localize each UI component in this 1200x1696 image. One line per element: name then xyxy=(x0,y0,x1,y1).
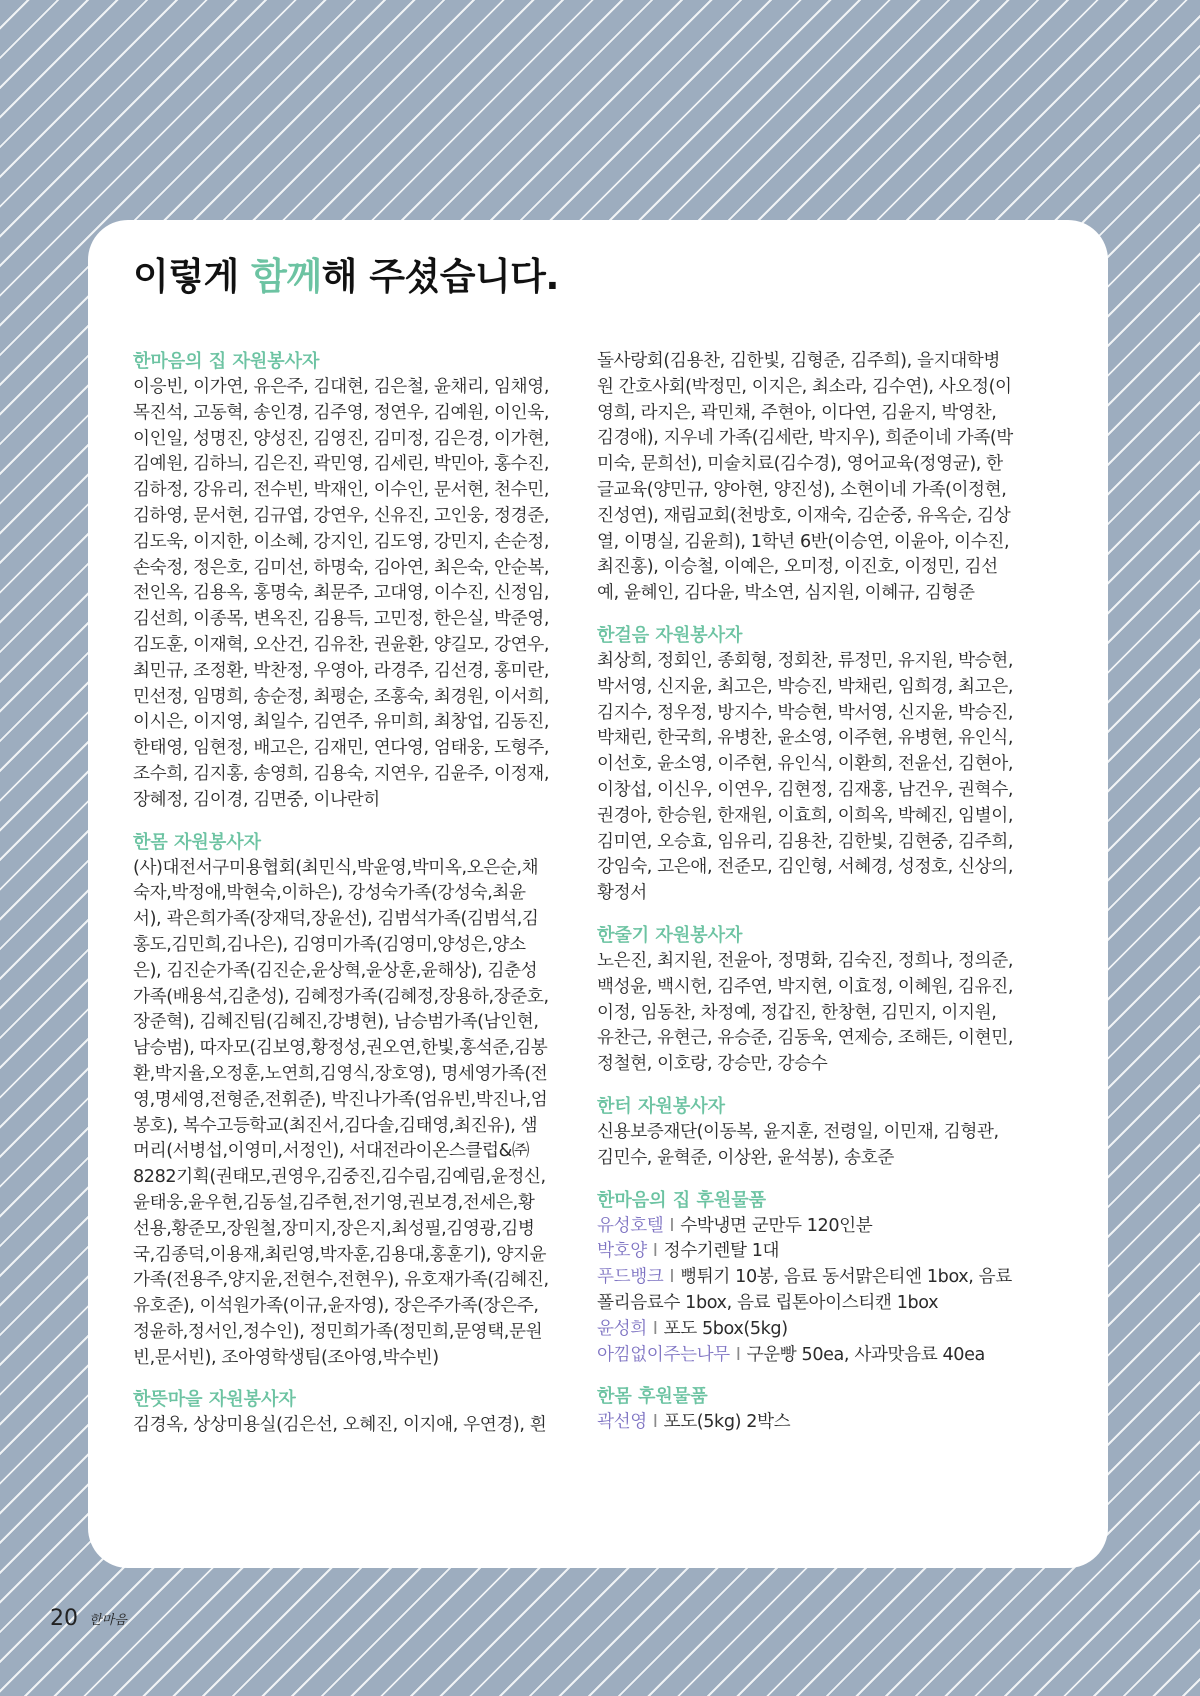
donor-name: 곽선영 xyxy=(597,1412,647,1433)
name-list-line: 은), 김진순가족(김진순,윤상혁,윤상훈,윤해상), 김춘성 xyxy=(133,960,538,981)
name-list-line: 손숙정, 정은호, 김미선, 하명숙, 김아연, 최은숙, 안순복, xyxy=(133,557,550,578)
donor-name: 박호양 xyxy=(597,1241,647,1262)
section-heading: 한터 자원봉사자 xyxy=(597,1095,725,1117)
name-list-line: 최민규, 조정환, 박찬정, 우영아, 라경주, 김선경, 홍미란, xyxy=(133,660,550,681)
separator: I xyxy=(669,1267,675,1288)
name-list-line: 전인옥, 김용옥, 홍명숙, 최문주, 고대영, 이수진, 신정임, xyxy=(133,583,550,604)
page-footer xyxy=(50,1606,127,1631)
name-list-line: 권경아, 한승원, 한재원, 이효희, 이희옥, 박혜진, 임별이, xyxy=(597,805,1014,826)
donation-detail: 정수기렌탈 1대 xyxy=(663,1241,780,1262)
volunteer-section xyxy=(133,830,563,1372)
name-list-line: 강임숙, 고은애, 전준모, 김인형, 서혜경, 성정호, 신상의, xyxy=(597,857,1014,878)
left-column xyxy=(133,349,563,1455)
name-list-line: 백성윤, 백시헌, 김주연, 박지현, 이효정, 이혜원, 김유진, xyxy=(597,976,1014,997)
separator: I xyxy=(735,1344,741,1365)
name-list-line: 김하정, 강유리, 전수빈, 박재인, 이수인, 문서현, 천수민, xyxy=(133,480,550,501)
name-list-line: 김도욱, 이지한, 이소혜, 강지인, 김도영, 강민지, 손순정, xyxy=(133,531,550,552)
name-list-line: 글교육(양민규, 양아현, 양진성), 소현이네 가족(이정현, xyxy=(597,479,1007,500)
donation-item xyxy=(597,1317,1077,1343)
name-list-line: 진성연), 재림교회(천방호, 이재숙, 김순중, 유옥순, 김상 xyxy=(597,505,1011,526)
name-list-line: 김예원, 김하늬, 김은진, 곽민영, 김세린, 박민아, 홍수진, xyxy=(133,454,550,475)
name-list-line: 8282기획(권태모,권영우,김중진,김수림,김예림,윤정신, xyxy=(133,1167,546,1188)
name-list-line: 가족(배용석,김춘성), 김혜정가족(김혜정,장용하,장준호, xyxy=(133,986,549,1007)
donation-section xyxy=(597,1188,1077,1369)
name-list-line: 원 간호사회(박정민, 이지은, 최소라, 김수연), 사오정(이 xyxy=(597,376,1012,397)
name-list-line: 환,박지율,오정훈,노연희,김영식,장호영), 명세영가족(전 xyxy=(133,1063,548,1084)
name-list-line: 황정서 xyxy=(597,883,647,904)
donor-name: 윤성희 xyxy=(597,1318,647,1339)
name-list-line: 신용보증재단(이동복, 윤지훈, 전령일, 이민재, 김형관, xyxy=(597,1121,999,1142)
volunteer-section xyxy=(597,923,1077,1078)
name-list-line: 영,명세영,전형준,전휘준), 박진나가족(엄유빈,박진나,엄 xyxy=(133,1089,548,1110)
right-column xyxy=(597,349,1077,1452)
name-list-line: 김경옥, 상상미용실(김은선, 오혜진, 이지애, 우연경), 흰 xyxy=(133,1415,547,1436)
name-list-line: 이시은, 이지영, 최일수, 김연주, 유미희, 최창업, 김동진, xyxy=(133,712,550,733)
section-heading: 한마음의 집 후원물품 xyxy=(597,1189,767,1211)
name-list-line: 가족(전용주,양지윤,전현수,전현우), 유호재가족(김혜진, xyxy=(133,1270,549,1291)
name-list-line: 정윤하,정서인,정수인), 정민희가족(정민희,문영택,문원 xyxy=(133,1321,543,1342)
name-list-line: 이선호, 윤소영, 이주현, 유인식, 이환희, 전윤선, 김현아, xyxy=(597,754,1014,775)
section-heading: 한몸 후원물품 xyxy=(597,1386,708,1408)
name-list-line: 유호준), 이석원가족(이규,윤자영), 장은주가족(장은주, xyxy=(133,1296,539,1317)
volunteer-section xyxy=(133,349,563,814)
donation-item xyxy=(597,1410,1077,1436)
name-list-line: 목진석, 고동혁, 송인경, 김주영, 정연우, 김예원, 이인욱, xyxy=(133,402,550,423)
name-list-line: 미숙, 문희선), 미술치료(김수경), 영어교육(정영균), 한 xyxy=(597,454,1003,475)
separator: I xyxy=(652,1318,658,1339)
name-list-line: 빈,문서빈), 조아영학생팀(조아영,박수빈) xyxy=(133,1347,439,1368)
name-list-line: 봉호), 복수고등학교(최진서,김다솔,김태영,최진유), 샘 xyxy=(133,1115,538,1136)
separator: I xyxy=(652,1241,658,1262)
name-list-line: 윤태웅,윤우현,김동설,김주현,전기영,권보경,전세은,황 xyxy=(133,1192,535,1213)
magazine-logo: 한마음 xyxy=(89,1613,127,1628)
section-heading: 한마음의 집 자원봉사자 xyxy=(133,351,320,372)
title-accent: 함께 xyxy=(251,255,322,298)
name-list-line: 서), 곽은희가족(장재덕,장윤선), 김범석가족(김범석,김 xyxy=(133,909,539,930)
name-list-line: 김선희, 이종목, 변옥진, 김용득, 고민정, 한은실, 박준영, xyxy=(133,609,550,630)
name-list-line: 이인일, 성명진, 양성진, 김영진, 김미정, 김은경, 이가현, xyxy=(133,428,550,449)
name-list-line: 이응빈, 이가연, 유은주, 김대현, 김은철, 윤채리, 임채영, xyxy=(133,377,550,397)
name-list-line: 장준혁), 김혜진팀(김혜진,강병현), 남승범가족(남인현, xyxy=(133,1012,539,1033)
donor-name: 유성호텔 xyxy=(597,1215,664,1236)
name-list-line: 유찬근, 유현근, 유승준, 김동욱, 연제승, 조해든, 이현민, xyxy=(597,1028,1014,1049)
name-list-line: 선용,황준모,장원철,장미지,장은지,최성필,김영광,김병 xyxy=(133,1218,535,1239)
name-list-line: 최진홍), 이승철, 이예은, 오미정, 이진호, 이정민, 김선 xyxy=(597,557,998,578)
separator: I xyxy=(652,1412,658,1433)
donation-section xyxy=(597,1384,1077,1436)
title-text: 이렇게 xyxy=(133,255,252,298)
section-heading: 한걸음 자원봉사자 xyxy=(597,624,743,646)
donation-detail: 포도(5kg) 2박스 xyxy=(663,1412,791,1433)
name-list-line: 박채린, 한국희, 유병찬, 윤소영, 이주현, 유병현, 유인식, xyxy=(597,728,1014,749)
title-text: 해 주셨습니다. xyxy=(321,255,559,298)
name-list-line: 김경애), 지우네 가족(김세란, 박지우), 희준이네 가족(박 xyxy=(597,428,1013,449)
volunteer-section xyxy=(133,1387,563,1439)
volunteer-section xyxy=(597,623,1077,907)
donation-item xyxy=(597,1239,1077,1265)
donation-item xyxy=(597,1265,1077,1291)
page-title xyxy=(133,246,559,300)
name-list-line: 숙자,박정애,박현숙,이하은), 강성숙가족(강성숙,최윤 xyxy=(133,883,526,904)
name-list-line: 노은진, 최지원, 전윤아, 정명화, 김숙진, 정희나, 정의준, xyxy=(597,950,1014,971)
name-list-line: 김지수, 정우정, 방지수, 박승현, 박서영, 신지윤, 박승진, xyxy=(597,702,1014,723)
name-list-line: 국,김종덕,이용재,최린영,박자훈,김용대,홍훈기), 양지윤 xyxy=(133,1244,547,1265)
donation-detail: 뻥튀기 10봉, 음료 동서맑은티엔 1box, 음료 xyxy=(680,1267,1012,1288)
name-list-line: 돌사랑회(김용찬, 김한빛, 김형준, 김주희), 을지대학병 xyxy=(597,351,1000,371)
name-list-line: 영희, 라지은, 곽민채, 주현아, 이다연, 김윤지, 박영찬, xyxy=(597,402,997,423)
donor-name: 푸드뱅크 xyxy=(597,1267,664,1288)
name-list-line: 이창섭, 이신우, 이연우, 김현정, 김재홍, 남건우, 권혁수, xyxy=(597,779,1014,800)
name-list-line: 조수희, 김지홍, 송영희, 김용숙, 지연우, 김윤주, 이정재, xyxy=(133,763,550,784)
page-number: 20 xyxy=(50,1606,78,1631)
separator: I xyxy=(669,1215,675,1236)
name-list-line: (사)대전서구미용협회(최민식,박윤영,박미옥,오은순,채 xyxy=(133,857,539,878)
name-list-line: 최상희, 정회인, 종회형, 정회찬, 류정민, 유지원, 박승현, xyxy=(597,650,1014,671)
section-heading: 한몸 자원봉사자 xyxy=(133,831,261,853)
name-list-line: 열, 이명실, 김윤희), 1학년 6반(이승연, 이윤아, 이수진, xyxy=(597,531,1010,552)
section-heading: 한줄기 자원봉사자 xyxy=(597,924,743,946)
donation-detail: 수박냉면 군만두 120인분 xyxy=(680,1215,873,1236)
name-list-line: 박서영, 신지윤, 최고은, 박승진, 박채린, 임희경, 최고은, xyxy=(597,676,1014,697)
donation-item xyxy=(597,1214,1077,1240)
name-list-line: 이정, 임동찬, 차정예, 정갑진, 한창현, 김민지, 이지원, xyxy=(597,1002,997,1023)
name-list-line: 남승범), 따자모(김보영,황정성,권오연,한빛,홍석준,김봉 xyxy=(133,1038,548,1059)
name-list-line: 김민수, 윤혁준, 이상완, 윤석봉), 송호준 xyxy=(597,1147,894,1168)
donor-name: 아낌없이주는나무 xyxy=(597,1344,730,1365)
donation-detail: 구운빵 50ea, 사과맛음료 40ea xyxy=(746,1344,985,1365)
name-list-line: 김하영, 문서현, 김규엽, 강연우, 신유진, 고인웅, 정경준, xyxy=(133,505,550,526)
donation-item xyxy=(597,1343,1077,1369)
volunteer-section xyxy=(597,1094,1077,1172)
name-list-line: 머리(서병섭,이영미,서정인), 서대전라이온스클럽&㈜ xyxy=(133,1141,530,1162)
name-list-line: 예, 윤혜인, 김다윤, 박소연, 심지원, 이혜규, 김형준 xyxy=(597,583,975,604)
name-list-line: 정철현, 이호랑, 강승만, 강승수 xyxy=(597,1054,828,1075)
name-list-line: 김미연, 오승효, 임유리, 김용찬, 김한빛, 김현중, 김주희, xyxy=(597,831,1014,852)
donation-detail-continued: 폴리음료수 1box, 음료 립톤아이스티캔 1box xyxy=(597,1292,939,1313)
volunteer-section xyxy=(597,349,1077,607)
name-list-line: 홍도,김민희,김나은), 김영미가족(김영미,양성은,양소 xyxy=(133,934,526,955)
name-list-line: 김도훈, 이재혁, 오산건, 김유찬, 권윤환, 양길모, 강연우, xyxy=(133,634,550,655)
name-list-line: 민선정, 임명희, 송순정, 최평순, 조홍숙, 최경원, 이서희, xyxy=(133,686,550,707)
donation-detail: 포도 5box(5kg) xyxy=(663,1318,788,1339)
name-list-line: 장혜정, 김이경, 김면중, 이나란히 xyxy=(133,789,380,810)
name-list-line: 한태영, 임현정, 배고은, 김재민, 연다영, 엄태웅, 도형주, xyxy=(133,738,550,759)
section-heading: 한뜻마을 자원봉사자 xyxy=(133,1389,296,1411)
